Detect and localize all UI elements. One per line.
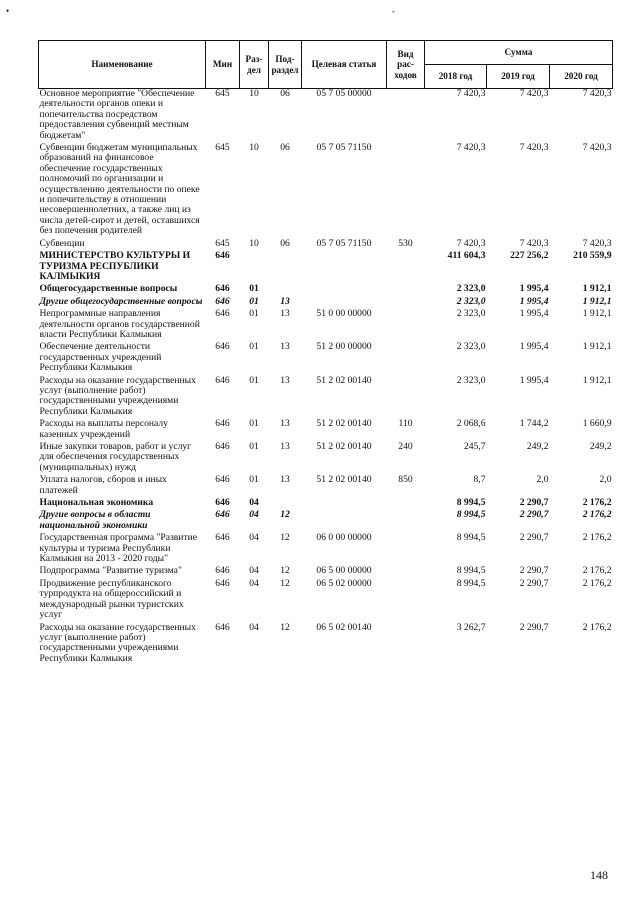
header-podrazdel: Под-раздел <box>269 41 302 89</box>
scan-mark-left: • <box>6 6 10 16</box>
row-target <box>302 282 387 294</box>
row-min: 646 <box>215 418 230 430</box>
row-sum-2018: 2 323,0 <box>456 374 486 386</box>
row-sum-2019: 2 290,7 <box>519 509 549 521</box>
row-sum-2018: 8 994,5 <box>456 532 486 544</box>
header-vid: Вид рас-ходов <box>387 41 425 89</box>
row-name: Непрограммные направления деятельности органов государственной власти Республики Калмыкия <box>39 308 200 340</box>
row-razdel: 04 <box>249 621 259 633</box>
row-min: 646 <box>215 532 230 544</box>
row-sum-2018: 8 994,5 <box>456 577 486 589</box>
row-podrazdel: 13 <box>280 295 290 307</box>
row-target: 51 2 02 00140 <box>316 418 372 430</box>
table-header <box>39 41 613 89</box>
row-name: Субвенции <box>39 237 85 249</box>
row-sum-2019: 2 290,7 <box>519 565 549 577</box>
row-min: 646 <box>215 509 230 521</box>
table-row <box>39 577 613 621</box>
row-min: 646 <box>215 341 230 353</box>
table-row <box>39 141 613 237</box>
row-podrazdel: 13 <box>280 308 290 320</box>
row-razdel: 01 <box>249 418 259 430</box>
row-podrazdel: 13 <box>280 418 290 430</box>
row-min: 646 <box>215 565 230 577</box>
row-razdel: 01 <box>249 295 259 307</box>
row-sum-2019: 1 995,4 <box>519 308 549 320</box>
row-min: 646 <box>215 250 230 262</box>
row-sum-2019: 7 420,3 <box>519 142 549 154</box>
row-sum-2020: 2 176,2 <box>582 532 612 544</box>
row-razdel: 01 <box>249 341 259 353</box>
header-min: Мин <box>206 41 240 89</box>
row-sum-2019: 2 290,7 <box>519 532 549 544</box>
row-name: Уплата налогов, сборов и иных платежей <box>39 474 167 496</box>
row-razdel: 10 <box>249 237 259 249</box>
row-vid: 110 <box>398 418 413 430</box>
table-row <box>39 496 613 508</box>
row-target: 51 0 00 00000 <box>316 308 372 320</box>
row-name: Иные закупки товаров, работ и услуг для обеспечения государственных (муниципальных) нужд <box>39 441 192 473</box>
row-razdel <box>240 249 269 282</box>
row-target: 06 5 00 00000 <box>316 565 372 577</box>
row-razdel: 01 <box>249 441 259 452</box>
row-name: Расходы на оказание государственных услуг (выполнение работ) государственными учреждениями Республики Калмыкия <box>39 374 196 417</box>
row-min: 646 <box>215 441 230 452</box>
row-sum-2019: 227 256,2 <box>510 250 549 262</box>
header-year-2019: 2019 год <box>487 65 550 89</box>
row-min: 646 <box>215 374 230 386</box>
row-target: 51 2 02 00140 <box>316 374 372 386</box>
row-sum-2020: 2 176,2 <box>582 577 612 589</box>
row-sum-2019: 1 995,4 <box>519 374 549 386</box>
table-row <box>39 374 613 418</box>
row-target: 05 7 05 71150 <box>316 237 372 249</box>
row-vid <box>387 249 425 282</box>
row-name: Общегосударственные вопросы <box>39 283 178 295</box>
table-row <box>39 340 613 373</box>
row-podrazdel: 12 <box>280 532 290 544</box>
row-podrazdel <box>269 282 302 294</box>
row-min: 646 <box>215 308 230 320</box>
row-podrazdel: 06 <box>280 142 290 154</box>
row-podrazdel: 13 <box>280 374 290 386</box>
row-name: Продвижение республиканского турпродукта на общероссийский и международный рынки туристских услуг <box>39 577 184 621</box>
table-row <box>39 295 613 307</box>
scan-mark-top: - <box>392 6 395 16</box>
row-sum-2020: 1 912,1 <box>582 295 612 307</box>
row-min: 645 <box>215 237 230 249</box>
row-sum-2020: 2,0 <box>599 474 612 486</box>
table-row <box>39 417 613 440</box>
row-name: Субвенции бюджетам муниципальных образований на финансовое обеспечение государственных полномочий по организации и осуществлению деятельности по опеке и попечительству в отношении несовершеннолетних, а также лиц из числа детей-сирот и детей, оставшихся без попечения родителей <box>39 142 200 237</box>
row-razdel: 04 <box>249 497 259 509</box>
row-sum-2019: 1 995,4 <box>519 341 549 353</box>
row-sum-2020: 2 176,2 <box>582 509 612 521</box>
header-razdel: Раз-дел <box>240 41 269 89</box>
row-sum-2018: 8,7 <box>473 474 486 486</box>
row-sum-2018: 7 420,3 <box>456 88 486 99</box>
row-sum-2020: 7 420,3 <box>582 142 612 154</box>
row-target: 51 2 00 00000 <box>316 341 372 353</box>
row-podrazdel: 06 <box>280 88 290 99</box>
table-row <box>39 508 613 531</box>
row-vid: 850 <box>398 474 413 486</box>
row-vid: 240 <box>398 441 413 452</box>
row-sum-2019: 249,2 <box>526 441 549 452</box>
table-row <box>39 237 613 249</box>
row-vid <box>387 531 425 564</box>
header-sum: Сумма <box>425 41 613 65</box>
row-vid <box>387 89 425 142</box>
table-row <box>39 440 613 473</box>
row-sum-2018: 8 994,5 <box>456 565 486 577</box>
row-min: 646 <box>215 283 230 295</box>
row-sum-2018: 7 420,3 <box>456 142 486 154</box>
row-podrazdel: 13 <box>280 341 290 353</box>
table-row <box>39 249 613 282</box>
row-sum-2020: 2 176,2 <box>582 621 612 633</box>
header-name: Наименование <box>39 41 206 89</box>
row-target: 06 5 02 00140 <box>316 621 372 633</box>
row-target: 51 2 02 00140 <box>316 474 372 486</box>
row-razdel: 10 <box>249 142 259 154</box>
row-name: Национальная экономика <box>39 497 154 509</box>
row-sum-2019: 1 995,4 <box>519 283 549 295</box>
row-vid <box>387 282 425 294</box>
row-razdel: 01 <box>249 374 259 386</box>
row-name: Подпрограмма "Развитие туризма" <box>39 565 182 577</box>
table-row <box>39 621 613 665</box>
row-target <box>302 508 387 531</box>
row-min: 646 <box>215 497 230 509</box>
row-podrazdel: 12 <box>280 509 290 521</box>
row-sum-2020: 1 912,1 <box>582 341 612 353</box>
row-sum-2020: 1 912,1 <box>582 283 612 295</box>
row-sum-2019: 1 744,2 <box>519 418 549 430</box>
row-min: 646 <box>215 577 230 589</box>
row-vid <box>387 141 425 237</box>
row-target: 05 7 05 00000 <box>316 88 372 99</box>
row-razdel: 01 <box>249 474 259 486</box>
row-vid <box>387 374 425 418</box>
row-vid <box>387 508 425 531</box>
row-sum-2020: 2 176,2 <box>582 565 612 577</box>
row-vid <box>387 295 425 307</box>
row-razdel: 04 <box>249 532 259 544</box>
row-target <box>302 496 387 508</box>
table-row <box>39 89 613 142</box>
row-sum-2020: 1 912,1 <box>582 374 612 386</box>
row-target <box>302 295 387 307</box>
row-target: 06 5 02 00000 <box>316 577 372 589</box>
row-podrazdel <box>269 496 302 508</box>
row-sum-2018: 2 323,0 <box>456 308 486 320</box>
row-podrazdel: 12 <box>280 565 290 577</box>
row-min: 646 <box>215 474 230 486</box>
row-vid <box>387 564 425 576</box>
row-podrazdel <box>269 249 302 282</box>
row-target: 51 2 02 00140 <box>316 441 372 452</box>
row-sum-2019: 2,0 <box>536 474 549 486</box>
row-sum-2020: 1 660,9 <box>582 418 612 430</box>
row-vid <box>387 340 425 373</box>
row-podrazdel: 13 <box>280 441 290 452</box>
header-target: Целевая статья <box>302 41 387 89</box>
table-body <box>39 89 613 665</box>
row-name: МИНИСТЕРСТВО КУЛЬТУРЫ И ТУРИЗМА РЕСПУБЛИКИ КАЛМЫКИЯ <box>39 250 191 282</box>
row-name: Другие общегосударственные вопросы <box>39 295 203 307</box>
row-target: 05 7 05 71150 <box>316 142 372 154</box>
row-podrazdel: 13 <box>280 474 290 486</box>
row-name: Государственная программа "Развитие культуры и туризма Республики Калмыкия на 2013 - 2020 годы" <box>39 532 198 565</box>
row-sum-2020: 1 912,1 <box>582 308 612 320</box>
row-sum-2020: 7 420,3 <box>582 237 612 249</box>
row-name: Основное мероприятие "Обеспечение деятельности органов опеки и попечительства посредством предоставления субвенций местным бюджетам" <box>39 88 195 141</box>
row-sum-2018: 8 994,5 <box>456 497 486 509</box>
row-sum-2019: 2 290,7 <box>519 621 549 633</box>
row-sum-2018: 3 262,7 <box>456 621 486 633</box>
row-sum-2019: 1 995,4 <box>519 295 549 307</box>
row-sum-2019: 7 420,3 <box>519 237 549 249</box>
row-sum-2018: 2 323,0 <box>456 283 486 295</box>
row-sum-2018: 2 323,0 <box>456 295 486 307</box>
table-row <box>39 473 613 496</box>
row-min: 645 <box>215 88 230 99</box>
table-row <box>39 564 613 576</box>
page-number: 148 <box>590 868 608 882</box>
row-sum-2019: 2 290,7 <box>519 577 549 589</box>
row-podrazdel: 12 <box>280 621 290 633</box>
row-sum-2018: 7 420,3 <box>456 237 486 249</box>
row-name: Расходы на оказание государственных услуг (выполнение работ) государственными учреждениями Республики Калмыкия <box>39 621 196 664</box>
row-min: 645 <box>215 142 230 154</box>
row-razdel: 04 <box>249 565 259 577</box>
header-year-2018: 2018 год <box>425 65 487 89</box>
row-vid <box>387 621 425 665</box>
row-name: Другие вопросы в области национальной экономики <box>39 509 151 531</box>
row-sum-2018: 2 068,6 <box>456 418 486 430</box>
row-sum-2020: 249,2 <box>589 441 612 452</box>
table-row <box>39 307 613 340</box>
row-podrazdel: 06 <box>280 237 290 249</box>
row-sum-2018: 245,7 <box>463 441 486 452</box>
table-row <box>39 531 613 564</box>
row-name: Обеспечение деятельности государственных учреждений Республики Калмыкия <box>39 341 162 374</box>
row-sum-2018: 8 994,5 <box>456 509 486 521</box>
row-sum-2019: 2 290,7 <box>519 497 549 509</box>
table-row <box>39 282 613 294</box>
row-sum-2019: 7 420,3 <box>519 88 549 99</box>
row-razdel: 04 <box>249 509 259 521</box>
row-vid: 530 <box>398 237 413 249</box>
row-min: 646 <box>215 295 230 307</box>
row-sum-2020: 7 420,3 <box>582 88 612 99</box>
row-sum-2020: 2 176,2 <box>582 497 612 509</box>
budget-table <box>38 40 613 664</box>
row-vid <box>387 496 425 508</box>
row-min: 646 <box>215 621 230 633</box>
row-target: 06 0 00 00000 <box>316 532 372 544</box>
row-sum-2018: 2 323,0 <box>456 341 486 353</box>
row-razdel: 04 <box>249 577 259 589</box>
row-razdel: 01 <box>249 283 259 295</box>
row-razdel: 01 <box>249 308 259 320</box>
row-razdel: 10 <box>249 88 259 99</box>
row-vid <box>387 307 425 340</box>
row-sum-2020: 210 559,9 <box>573 250 612 262</box>
header-year-2020: 2020 год <box>550 65 613 89</box>
row-sum-2018: 411 604,3 <box>447 250 486 262</box>
row-name: Расходы на выплаты персоналу казенных учреждений <box>39 418 168 440</box>
row-vid <box>387 577 425 621</box>
row-target <box>302 249 387 282</box>
row-podrazdel: 12 <box>280 577 290 589</box>
